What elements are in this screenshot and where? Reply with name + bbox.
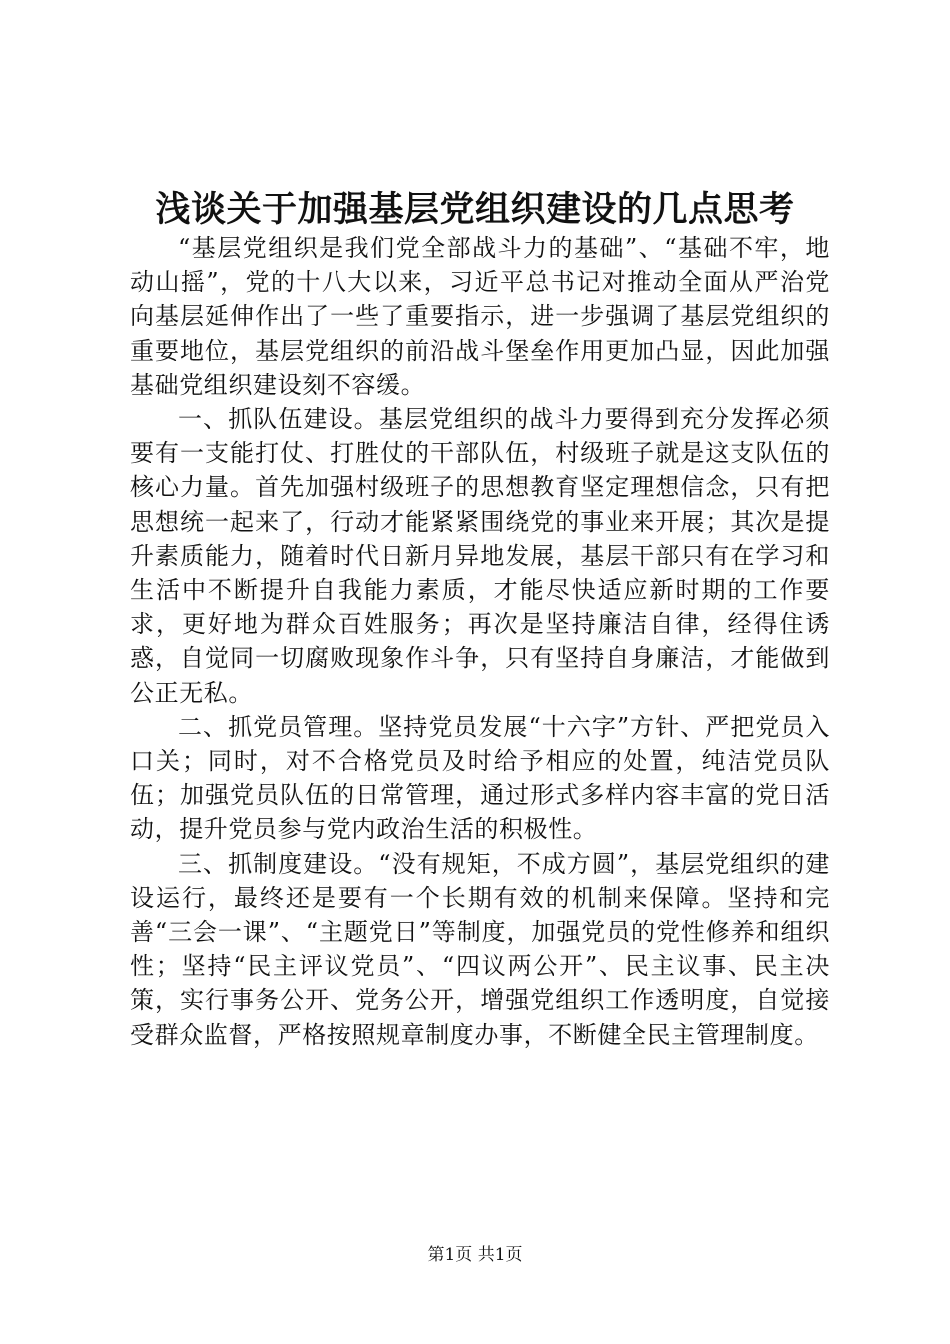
paragraph-team-building: 一、抓队伍建设。基层党组织的战斗力要得到充分发挥必须要有一支能打仗、打胜仗的干部队伍，村级班子就是这支队伍的核心力量。首先加强村级班子的思想教育坚定理想信念，只有把思想统一起来了，行动才能紧紧围绕党的事业来开展；其次是提升素质能力，随着时代日新月异地发展，基层干部只有在学习和生活中不断提升自我能力素质，才能尽快适应新时期的工作要求，更好地为群众百姓服务；再次是坚持廉洁自律，经得住诱惑，自觉同一切腐败现象作斗争，只有坚持自身廉洁，才能做到公正无私。 [130, 405, 830, 707]
page-footer: 第1页 共1页 [427, 1245, 523, 1265]
document-body [130, 231, 830, 1052]
document-title: 浅谈关于加强基层党组织建设的几点思考 [155, 189, 795, 230]
paragraph-system-building: 三、抓制度建设。“没有规矩，不成方圆”，基层党组织的建设运行，最终还是要有一个长期有效的机制来保障。坚持和完善“三会一课”、“主题党日”等制度，加强党员的党性修养和组织性；坚持“民主评议党员”、“四议两公开”、民主议事、民主决策，实行事务公开、党务公开，增强党组织工作透明度，自觉接受群众监督，严格按照规章制度办事，不断健全民主管理制度。 [130, 849, 830, 1049]
paragraph-member-management: 二、抓党员管理。坚持党员发展“十六字”方针、严把党员入口关；同时，对不合格党员及时给予相应的处置，纯洁党员队伍；加强党员队伍的日常管理，通过形式多样内容丰富的党日活动，提升党员参与党内政治生活的积极性。 [130, 712, 830, 844]
paragraph-intro: “基层党组织是我们党全部战斗力的基础”、“基础不牢，地动山摇”，党的十八大以来，习近平总书记对推动全面从严治党向基层延伸作出了一些了重要指示，进一步强调了基层党组织的重要地位，基层党组织的前沿战斗堡垒作用更加凸显，因此加强基础党组织建设刻不容缓。 [130, 234, 830, 399]
